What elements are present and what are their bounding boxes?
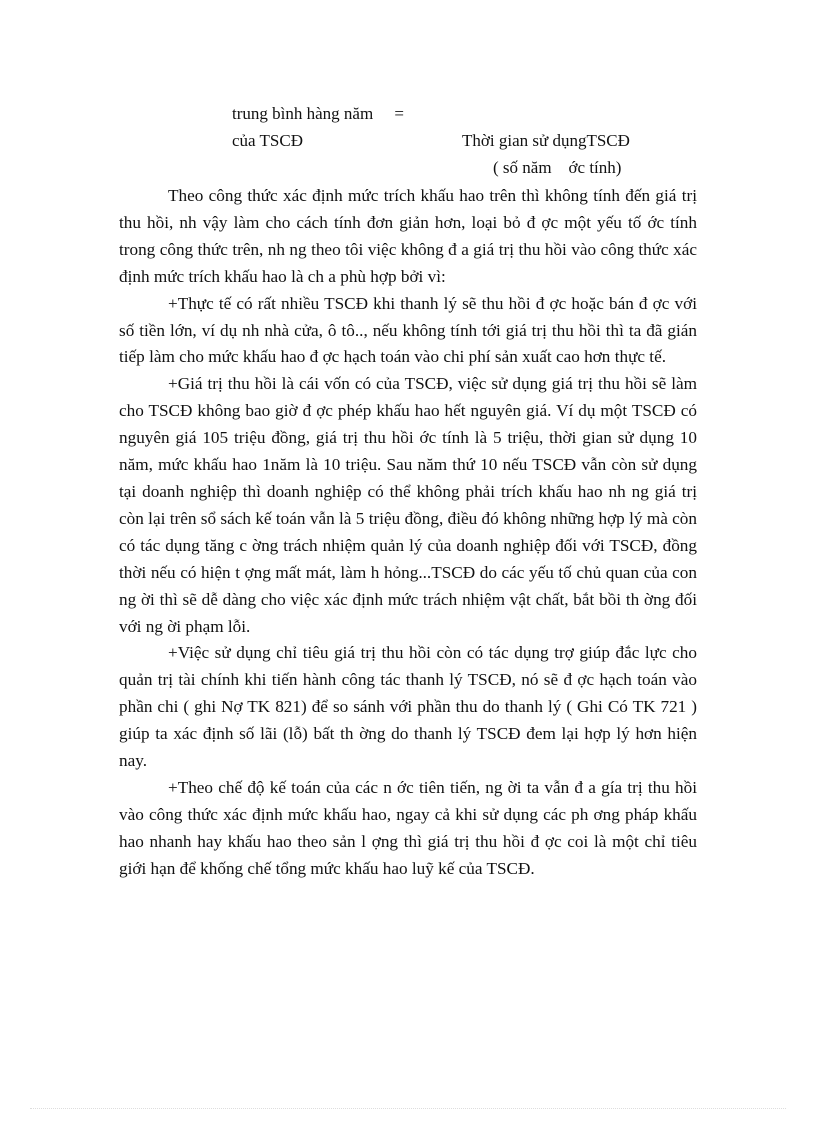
formula-line-2-right: Thời gian sử dụngTSCĐ (462, 131, 630, 150)
body-text (119, 183, 697, 883)
formula-line-1: trung bình hàng năm = (232, 104, 405, 123)
paragraph-point-3: +Việc sử dụng chỉ tiêu giá trị thu hồi còn có tác dụng trợ giúp đắc lực cho quản trị tài chính khi tiến hành công tác thanh lý TSCĐ, nó sẽ đ ợc hạch toán vào phần chi ( ghi Nợ TK 821) để so sánh với phần thu do thanh lý ( Ghi Có TK 721 ) giúp ta xác định số lãi (lỗ) bất th ờng do thanh lý TSCĐ đem lại hợp lý hơn hiện nay. (119, 643, 697, 771)
paragraph-point-4: +Theo chế độ kế toán của các n ớc tiên tiến, ng ời ta vẫn đ a gía trị thu hồi vào công thức xác định mức khấu hao, ngay cả khi sử dụng các ph ơng pháp khấu hao nhanh hay khấu hao theo sản l ợng thì giá trị thu hồi đ ợc coi là một chỉ tiêu giới hạn để khống chế tổng mức khấu hao luỹ kế của TSCĐ. (119, 777, 697, 878)
formula-line-2-left: của TSCĐ (232, 131, 303, 150)
paragraph-intro: Theo công thức xác định mức trích khấu hao trên thì không tính đến giá trị thu hồi, nh vậy làm cho cách tính đơn giản hơn, loại bỏ đ ợc một yếu tố ớc tính trong công thức trên, nh ng theo tôi việc không đ a giá trị thu hồi vào công thức xác định mức trích khấu hao là ch a phù hợp bởi vì: (119, 186, 697, 286)
footer-divider (30, 1108, 786, 1109)
depreciation-formula (0, 0, 816, 180)
paragraph-point-2: +Giá trị thu hồi là cái vốn có của TSCĐ, việc sử dụng giá trị thu hồi sẽ làm cho TSCĐ không bao giờ đ ợc phép khấu hao hết nguyên giá. Ví dụ một TSCĐ có nguyên giá 105 triệu đồng, giá trị thu hồi ớc tính là 5 triệu, thời gian sử dụng 10 năm, mức khấu hao 1năm là 10 triệu. Sau năm thứ 10 nếu TSCĐ vẫn còn sử dụng tại doanh nghiệp thì doanh nghiệp có thể không phải trích khấu hao nh ng giá trị còn lại trên sổ sách kế toán vẫn là 5 triệu đồng, điều đó không những hợp lý mà còn có tác dụng tăng c ờng trách nhiệm quản lý của doanh nghiệp đối với TSCĐ, đồng thời nếu có hiện t ợng mất mát, làm h hỏng...TSCĐ do các yếu tố chủ quan của con ng ời thì sẽ dễ dàng cho việc xác định mức trách nhiệm vật chất, bắt bồi th ờng đối với ng ời phạm lỗi. (119, 374, 697, 636)
paragraph-point-1: +Thực tế có rất nhiều TSCĐ khi thanh lý sẽ thu hồi đ ợc hoặc bán đ ợc với số tiền lớn, ví dụ nh nhà cửa, ô tô.., nếu không tính tới giá trị thu hồi thì ta đã gián tiếp làm cho mức khấu hao đ ợc hạch toán vào chi phí sản xuất cao hơn thực tế. (119, 293, 697, 367)
formula-line-3: ( số năm ớc tính) (493, 158, 622, 177)
